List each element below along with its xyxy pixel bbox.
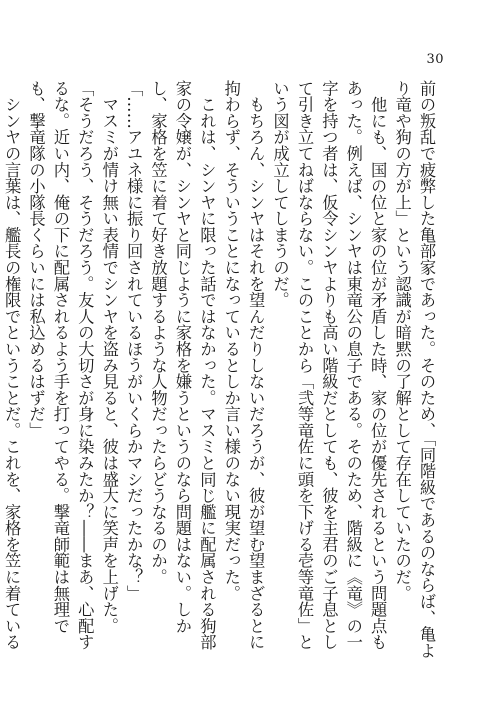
paragraph: もちろん、シンヤはそれを望んだりしないだろうが、彼が望む望まざるとに拘わらず、そういうことになっているとしか言い様のない現実だった。 [221, 80, 266, 651]
text-body [2, 80, 438, 665]
paragraph: 前の叛乱で疲弊した亀部家であった。そのため、「同階級であるのならば、亀より竜や狗の方が上」という認識が暗黙の了解として存在していたのだ。 [392, 80, 436, 659]
page-number: 30 [426, 52, 444, 67]
paragraph: 他にも、国の位と家の位が矛盾した時、家の位が優先されるという問題点もあった。例えば、シンヤは東竜公の息子である。そのため、階級に《竜》の一字を持つ者は、仮令シンヤよりも高い階級だとしても、彼を主君のご子息として引き立てねばならない。このことから「弐等竜佐に頭を下げる壱等竜佐」という図が成立してしまうのだ。 [270, 80, 388, 651]
paragraph: 「……アユネ様に振り回されているほうがいくらかマシだったかな？」 [124, 80, 144, 602]
paragraph: マスミが情け無い表情でシンヤを盗み見ると、彼は盛大に笑声を上げた。 [99, 80, 119, 634]
paragraph: これは、シンヤに限った話ではなかった。マスミと同じ艦に配属される狗部家の令嬢が、シンヤと同じように家格を嫌うというのなら問題はない。しかし、家格を笠に着て好き放題するような人物だったらどうなるのか。 [148, 80, 217, 651]
paragraph: シンヤの言葉は、艦長の権限でということだ。これを、家格を笠に着ている [2, 96, 22, 651]
paragraph: 「そうだろう、そうだろう。友人の大切さが身に染みたか？――まあ、心配するな。近い内、俺の下に配属されるよう手を打ってやる。撃竜師範は無理でも、撃竜隊の小隊長くらいには私込めるはずだ」 [26, 80, 95, 651]
